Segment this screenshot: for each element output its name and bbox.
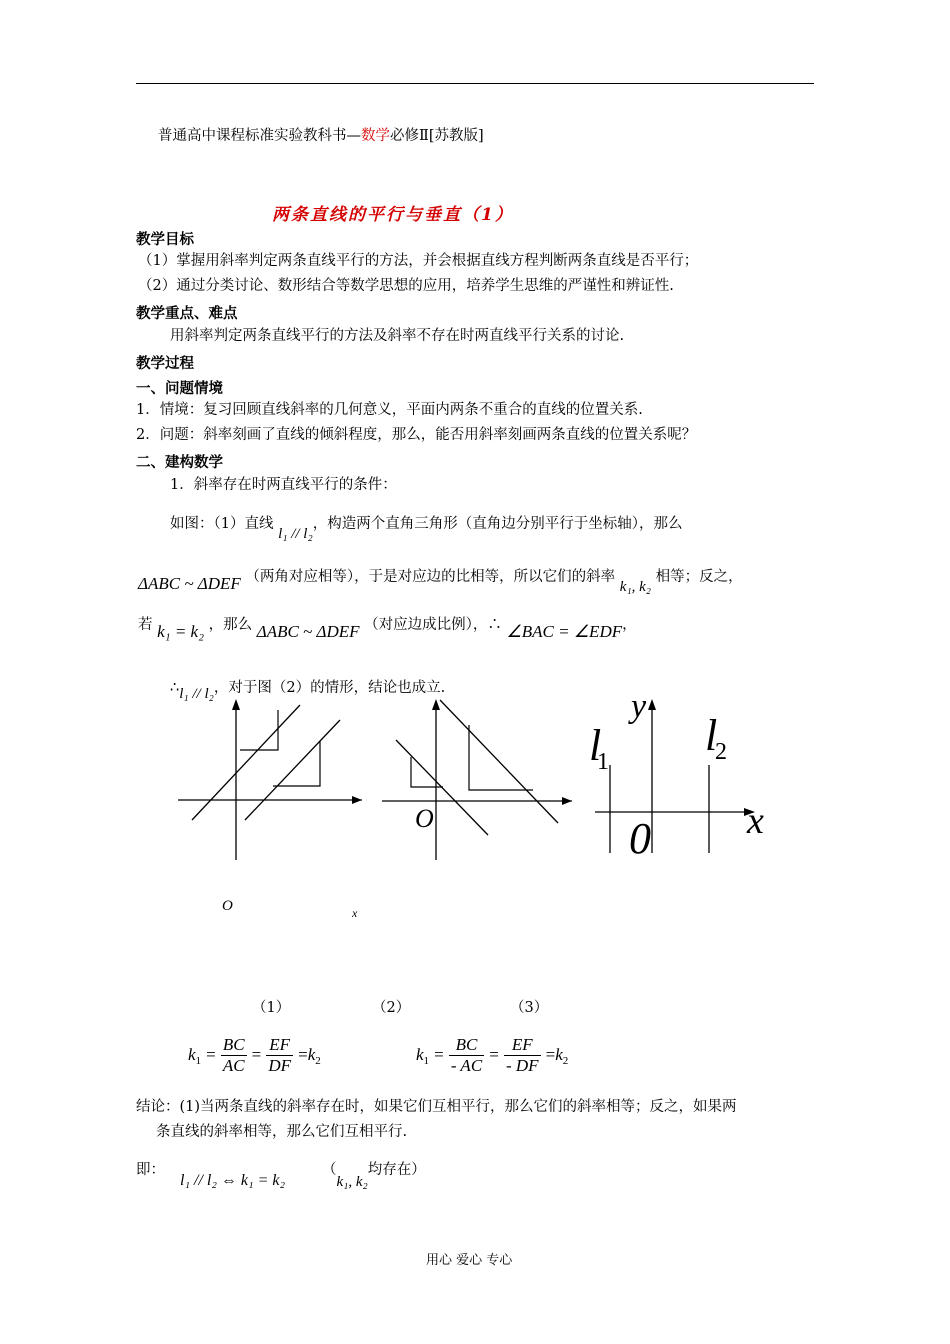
situation-item: 1．情境：复习回顾直线斜率的几何意义，平面内两条不重合的直线的位置关系. [136,402,643,418]
section1-heading: 一、问题情境 [136,381,223,397]
formula-num: EF [266,1035,293,1056]
formula-k: k [188,1045,196,1064]
para-text: ， [622,617,637,633]
header-rule [136,83,814,84]
conclusion-equiv: l₁ // l₂ ⇔ k₁ = k₂ [180,1172,286,1189]
math-triangle-similar: ΔABC ~ ΔDEF [138,574,241,593]
fig3-l2-sub: 2 [715,739,727,765]
focus-text: 用斜率判定两条直线平行的方法及斜率不存在时两直线平行关系的讨论. [170,328,625,344]
formula-num: EF [504,1035,541,1056]
figure-label-3: （3） [510,1000,549,1016]
formula-sub: 2 [315,1055,321,1068]
formula-k: k [416,1045,424,1064]
para-line-1 [170,514,683,542]
cond-slopes: k₁, k₂ [336,1174,368,1190]
process-heading: 教学过程 [136,356,194,372]
figure-label-2: （2） [372,1000,411,1016]
math-triangle-similar: ΔABC ~ ΔDEF [256,622,360,641]
figure-label-1: （1） [252,1000,291,1016]
stray-origin-label: O [222,898,233,914]
header-highlight: 数学 [361,128,390,144]
para-text: ，那么 [208,617,253,633]
fig3-x-label: x [747,800,764,842]
formula-sub: 1 [423,1055,430,1068]
figure-2 [378,695,578,865]
header-suffix: 必修Ⅱ[苏教版] [390,128,484,144]
question-item: 2．问题：斜率刻画了直线的倾斜程度，那么，能否用斜率刻画两条直线的位置关系呢？ [136,427,697,443]
formula-1: $k_1$ = $\frac{BC}{AC}$ = $\frac{EF}{DF}$ $=k_2$ [188,1035,321,1075]
formula-den: AC [222,1056,245,1075]
math-slopes-equal: k₁ = k₂ [157,622,204,641]
formula-den: - DF [505,1056,539,1075]
book-header [158,126,484,146]
formula-k: k [307,1045,316,1064]
page-footer: 用心 爱心 专心 [426,1253,513,1268]
fig3-l2-label: l [705,711,718,760]
para-text: 若 [138,617,153,633]
fig3-origin-label: 0 [629,814,651,863]
sub-heading-1: 1．斜率存在时两直线平行的条件： [170,477,397,493]
math-parallel: l₁ // l₂ [179,686,214,702]
para-text: （两角对应相等），于是对应边的比相等，所以它们的斜率 [245,569,616,585]
para-line-2 [138,566,743,595]
section2-heading: 二、建构数学 [136,455,223,471]
focus-heading: 教学重点、难点 [136,306,238,322]
formula-sub: 2 [562,1055,569,1068]
goal-item-2: （2）通过分类讨论、数形结合等数学思想的应用，培养学生思维的严谨性和辨证性. [138,278,674,294]
cond-close: 均存在） [367,1162,426,1178]
conclusion-line-1: 结论：(1)当两条直线的斜率存在时，如果它们互相平行，那么它们的斜率相等；反之，如果两 [136,1099,737,1115]
formula-2: $k_1$ = $\frac{BC}{- AC}$ = $\frac{EF}{- DF}$ $=k_2$ [416,1035,569,1075]
conclusion-line-2: 条直线的斜率相等，那么它们互相平行. [156,1124,408,1140]
fig3-l1-sub: 1 [597,749,609,775]
fig3-y-label: y [631,688,647,725]
formula-k: k [555,1045,563,1064]
conclusion-ji: 即： [136,1162,165,1178]
para-line-3 [138,614,637,641]
para-text: 相等；反之， [655,569,743,585]
para-text: （对应边成比例），∴ [364,617,502,633]
conclusion-cond [322,1160,426,1190]
formula-num: BC [222,1035,245,1054]
goal-item-1: （1）掌握用斜率判定两条直线平行的方法，并会根据直线方程判断两条直线是否平行； [138,253,699,269]
figure-1 [170,695,370,865]
formula-den: DF [268,1056,292,1075]
formula-num: BC [449,1035,484,1056]
para-text: ，构造两个直角三角形（直角边分别平行于坐标轴），那么 [312,516,683,532]
fig3-l1-label: l [589,721,602,770]
para-text: ∴ [170,680,180,696]
para-text: ，对于图（2）的情形，结论也成立. [213,680,446,696]
cond-open: （ [322,1162,337,1178]
figure-3 [585,685,785,865]
goals-heading: 教学目标 [136,232,194,248]
formula-den: - AC [450,1056,483,1075]
header-prefix: 普通高中课程标准实验教科书— [158,128,361,144]
math-parallel: l₁ // l₂ [278,526,313,542]
para-text: 如图：（1）直线 [170,516,274,532]
math-angle-equal: ∠BAC = ∠EDF [506,622,623,641]
fig2-origin-label: O [415,804,434,833]
formula-sub: 1 [195,1055,202,1068]
math-slopes: k₁, k₂ [619,579,652,595]
lesson-title: 两条直线的平行与垂直（1） [272,205,514,225]
stray-x-label: x [352,906,358,920]
